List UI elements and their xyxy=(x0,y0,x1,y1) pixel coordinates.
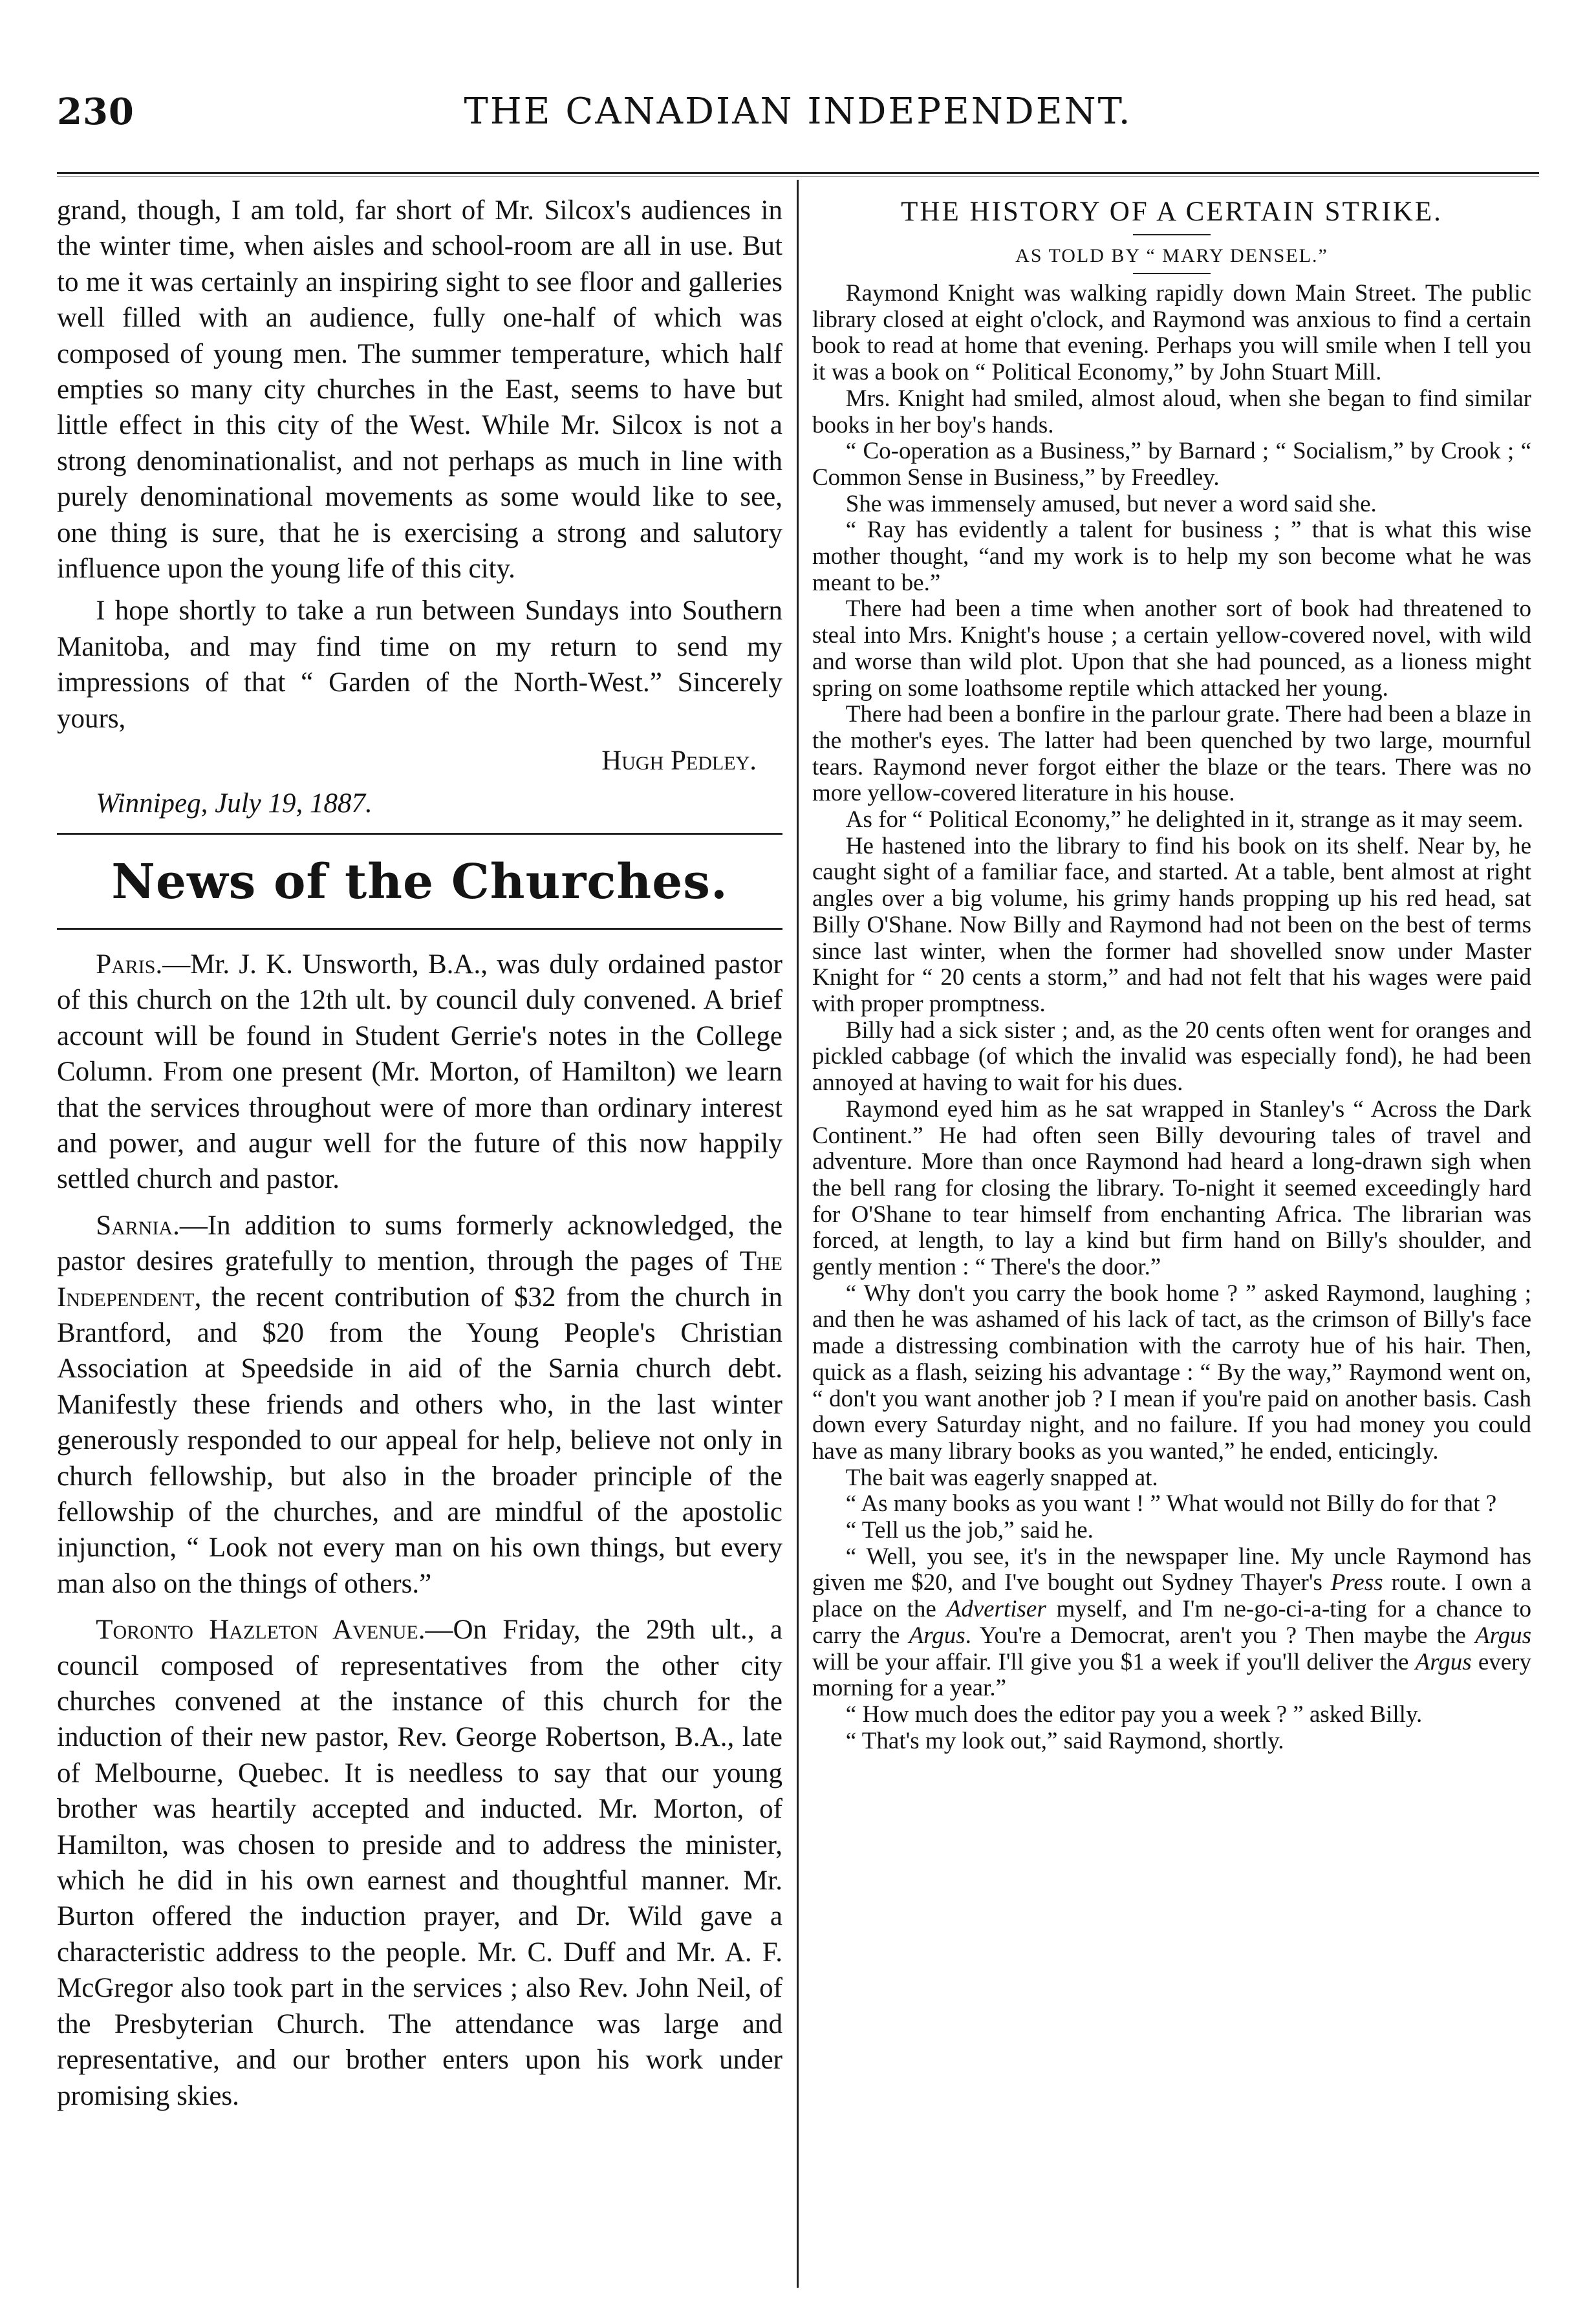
signature-line xyxy=(57,743,782,779)
right-column xyxy=(812,193,1531,1754)
story-text: myself, and I'm ne-go-ci-a-ting for a chance to carry the xyxy=(812,1596,1532,1649)
story-paragraph: “ Tell us the job,” said he. xyxy=(845,1517,1094,1544)
story-paragraph: “ Why don't you carry the book home ? ” asked Raymond, laughing ; and then he was ashamed of his lack of tact, as the crimson of Billy's face made a distressing combination with the carroty hue of his hair. Then, quick as a flash, seizing his advantage : “ By the way,” Raymond went on, “ don't you want another job ? I mean if you're paid on another basis. Cash down every Saturday night, and no failure. If you had money you could have as many library books as you wanted,” he ended, enticingly. xyxy=(812,1280,1531,1465)
section-rule-top xyxy=(57,833,782,835)
news-text: , the recent contribution of $32 from the church in Brantford, and $20 from the Young People's Christian Association at Speedside in aid of the Sarnia church debt. Manifestly these friends and others who, in the last winter generously responded to our appeal for help, believe not only in church fellowship, but also in the broader principle of the fellowship of the churches, and are mindful of the apostolic injunction, “ Look not every man on his own things, but every man also on the things of others.” xyxy=(57,1282,782,1599)
newspaper-name: Advertiser xyxy=(946,1596,1046,1623)
letter-paragraph xyxy=(57,593,782,736)
story-text: route. I own a place on the xyxy=(812,1569,1531,1623)
story-paragraph: Raymond Knight was walking rapidly down Main Street. The public library closed at eight o'clock, and Raymond was anxious to find a certain book to read at home that evening. Perhaps you will smile when I tell you it was a book on “ Political Economy,” by John Stuart Mill. xyxy=(812,280,1531,386)
story-paragraph: Mrs. Knight had smiled, almost aloud, when she began to find similar books in her boy's hands. xyxy=(812,385,1531,438)
page-number: 230 xyxy=(57,91,135,133)
story-byline: AS TOLD BY “ MARY DENSEL.” xyxy=(1015,245,1328,266)
newspaper-name: Argus xyxy=(1415,1648,1472,1675)
title-rule xyxy=(1133,234,1211,235)
news-item-toronto xyxy=(57,1612,782,2114)
story-paragraph: There had been a time when another sort of book had threatened to steal into Mrs. Knight's house ; a certain yellow-covered novel, with wild and worse than wild plot. Upon that she had pounced, as a lioness might spring on some loathsome reptile which attacked her young. xyxy=(812,596,1531,702)
story-text: . You're a Democrat, aren't you ? Then maybe the xyxy=(965,1622,1475,1649)
header-rule-thin xyxy=(57,176,1539,177)
left-column xyxy=(57,193,782,2114)
journal-name: The Independent xyxy=(57,1246,782,1313)
journal-title: THE CANADIAN INDEPENDENT. xyxy=(464,91,1132,133)
story-paragraph: There had been a bonfire in the parlour grate. There had been a blaze in the mother's eyes. The latter had been quenched by two large, mournful tears. Raymond never forgot either the blaze or the tears. There was no more yellow-covered literature in his house. xyxy=(812,701,1531,807)
news-text: —In addition to sums formerly acknowledged, the pastor desires gratefully to mention, through the pages of xyxy=(57,1210,782,1277)
dateline: Winnipeg, July 19, 1887. xyxy=(96,788,372,819)
story-title: THE HISTORY OF A CERTAIN STRIKE. xyxy=(901,197,1443,227)
newspaper-name: Press xyxy=(1330,1569,1383,1596)
news-text: —On Friday, the 29th ult., a council composed of representatives from the other city churches convened at the instance of this church for the induction of their new pastor, Rev. George Robertson, B.A., late of Melbourne, Quebec. It is needless to say that our young brother was heartily accepted and inducted. Mr. Morton, of Hamilton, was chosen to preside and to address the minister, which he did in his own earnest and thoughtful manner. Mr. Burton offered the induction prayer, and Dr. Wild gave a characteristic address to the people. Mr. C. Duff and Mr. A. F. McGregor also took part in the services ; also Rev. John Neil, of the Presbyterian Church. The attendance was large and representative, and our brother enters upon his work under promising skies. xyxy=(57,1615,782,2111)
section-rule-bottom xyxy=(57,928,782,930)
story-paragraph: “ Ray has evidently a talent for business ; ” that is what this wise mother thought, “and my work is to help my son become what he was meant to be.” xyxy=(812,517,1531,596)
news-item-paris xyxy=(57,947,782,1198)
story-paragraph xyxy=(812,1544,1531,1702)
story-paragraph: “ How much does the editor pay you a week ? ” asked Billy. xyxy=(845,1701,1423,1728)
newspaper-name: Argus xyxy=(1474,1622,1531,1649)
section-heading: News of the Churches. xyxy=(111,854,728,910)
letter-paragraph: grand, though, I am told, far short of Mr. Silcox's audiences in the winter time, when aisles and school-room are all in use. But to me it was certainly an inspiring sight to see floor and galleries well filled with an audience, fully one-half of which was composed of young men. The summer temperature, which half empties so many city churches in the East, seems to have but little effect in this city of the West. While Mr. Silcox is not a strong denominationalist, and not perhaps as much in line with purely denominational movements as some would like to see, one thing is sure, that he is exercising a strong and salutory influence upon the young life of this city. xyxy=(57,195,782,585)
byline-rule xyxy=(1133,273,1211,274)
story-paragraph: “ As many books as you want ! ” What would not Billy do for that ? xyxy=(845,1490,1497,1518)
news-text: —Mr. J. K. Unsworth, B.A., was duly ordained pastor of this church on the 12th ult. by council duly convened. A brief account will be found in Student Gerrie's notes in the College Column. From one present (Mr. Morton, of Hamilton) we learn that the services throughout were of more than ordinary interest and power, and augur well for the future of this now happily settled church and pastor. xyxy=(57,949,782,1195)
news-lead: Paris. xyxy=(96,949,163,980)
story-text: “ Well, you see, it's in the newspaper line. My uncle Raymond has given me $20, and I've bought out Sydney Thayer's xyxy=(812,1543,1531,1596)
story-paragraph: “ That's my look out,” said Raymond, shortly. xyxy=(845,1727,1284,1754)
story-paragraph: He hastened into the library to find his book on its shelf. Near by, he caught sight of a familiar face, and started. At a table, bent almost at right angles over a big volume, his grimy hands propping up his red head, sat Billy O'Shane. Now Billy and Raymond had not been on the best of terms since last winter, when the former had shovelled snow under Master Knight for “ 20 cents a storm,” and had not felt that his wages were paid with proper promptness. xyxy=(812,832,1531,1017)
newspaper-name: Argus xyxy=(909,1622,965,1649)
story-paragraph: She was immensely amused, but never a word said she. xyxy=(845,490,1377,517)
story-paragraph: “ Co-operation as a Business,” by Barnard ; “ Socialism,” by Crook ; “ Common Sense in Business,” by Freedley. xyxy=(812,438,1531,491)
story-paragraph: Billy had a sick sister ; and, as the 20 cents often went for oranges and pickled cabbage (of which the invalid was especially fond), he had been annoyed at having to wait for his dues. xyxy=(812,1016,1531,1097)
column-divider xyxy=(797,180,799,2288)
news-item-sarnia xyxy=(57,1208,782,1602)
news-lead: Toronto Hazleton Avenue. xyxy=(96,1615,426,1646)
story-text: will be your affair. I'll give you $1 a week if you'll deliver the xyxy=(812,1648,1416,1675)
signature: Hugh Pedley. xyxy=(601,746,757,777)
story-text: every morning for a year.” xyxy=(812,1648,1531,1702)
story-paragraph: Raymond eyed him as he sat wrapped in Stanley's “ Across the Dark Continent.” He had often seen Billy devouring tales of travel and adventure. More than once Raymond had heard a long-drawn sigh when the bell rang for closing the library. To-night it seemed exceedingly hard for O'Shane to tear himself from enchanting Africa. The librarian was forced, at length, to lay a kind but firm hand on Billy's shoulder, and gently mention : “ There's the door.” xyxy=(812,1095,1531,1281)
news-lead: Sarnia. xyxy=(96,1210,180,1241)
story-paragraph: The bait was eagerly snapped at. xyxy=(845,1464,1158,1491)
story-paragraph: As for “ Political Economy,” he delighted in it, strange as it may seem. xyxy=(845,806,1524,833)
header-rule xyxy=(57,172,1539,174)
letter-closing: I hope shortly to take a run between Sundays into Southern Manitoba, and may find time on my return to send my impressions of that “ Garden of the North-West.” Sincerely yours, xyxy=(57,596,782,734)
